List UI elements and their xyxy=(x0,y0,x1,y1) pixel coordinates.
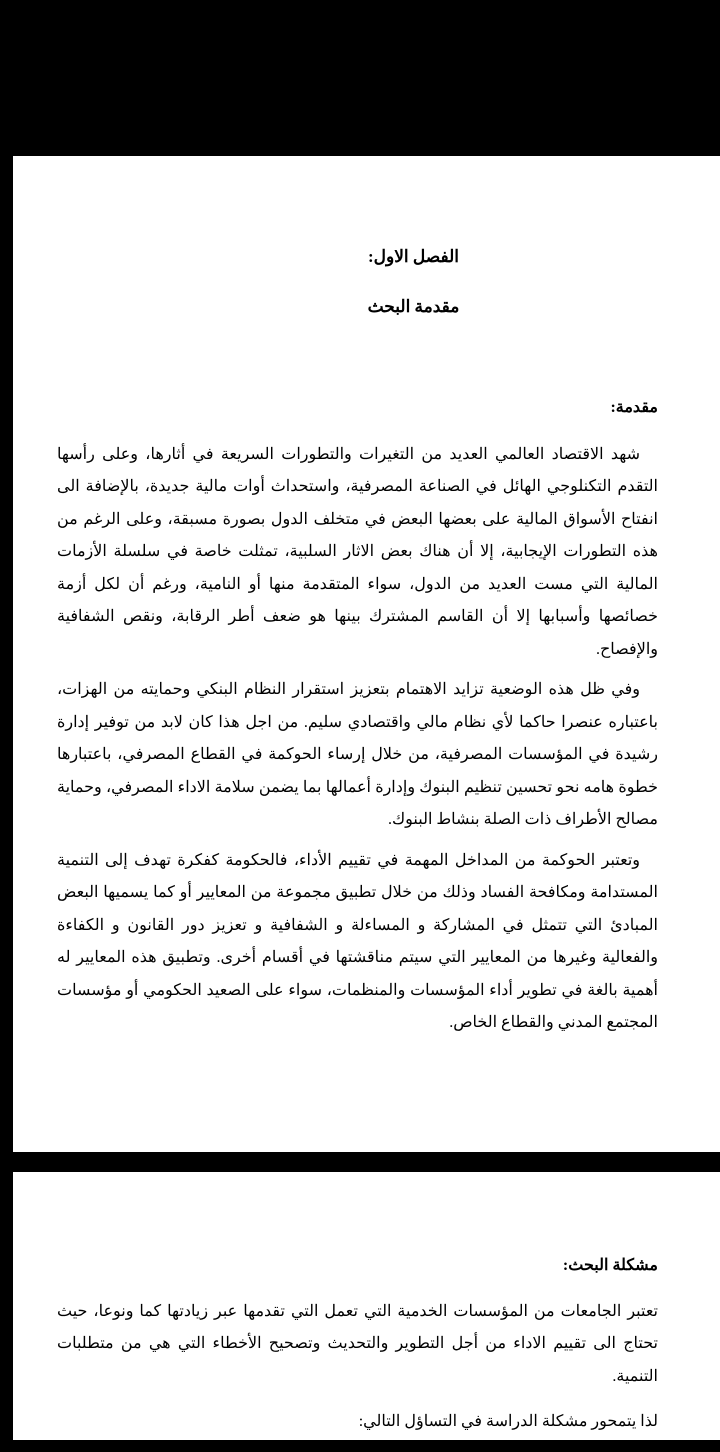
paragraph-4: تعتبر الجامعات من المؤسسات الخدمية التي تعمل التي تقدمها عبر زيادتها كما ونوعا، حيث تحتاج الى تقييم الاداء من أجل التطوير والتحديث وتصحيح الأخطاء التي هي من متطلبات التنمية. xyxy=(57,1302,659,1385)
page-2-text-block xyxy=(57,1250,658,1452)
paragraph-2: وفي ظل هذه الوضعية تزايد الاهتمام بتعزيز استقرار النظام البنكي وحمايته من الهزات، باعتباره عنصرا حاكما لأي نظام مالي واقتصادي سليم. من اجل هذا كان لابد من توفير إدارة رشيدة في المؤسسات المصرفية، من خلال إرساء الحوكمة في القطاع المصرفي، باعتبارها خطوة هامه نحو تحسين تنظيم البنوك وإدارة أعمالها بما يضمن سلامة الاداء المصرفي، وحماية مصالح الأطراف ذات الصلة بنشاط البنوك. xyxy=(57,681,658,828)
section-heading-research-problem: مشكلة البحث: xyxy=(562,1257,658,1274)
chapter-title: الفصل الاول: xyxy=(367,247,459,266)
section-heading-introduction: مقدمة: xyxy=(610,399,658,416)
page-1-text-block xyxy=(57,392,658,1048)
closing-line: لذا يتمحور مشكلة الدراسة في التساؤل التالي: xyxy=(358,1413,658,1430)
document-page-1 xyxy=(13,156,720,1152)
paragraph-3: وتعتبر الحوكمة من المداخل المهمة في تقييم الأداء، فالحكومة كفكرة تهدف إلى التنمية المستدامة ومكافحة الفساد وذلك من خلال تطبيق مجموعة من المعايير أو كما يسميها البعض المبادئ التي تتمثل في المشاركة و المساءلة و الشفافية و تعزيز دور القانون و الكفاءة والفعالية وغيرها من المعايير التي سيتم مناقشتها في أقسام أخرى. وتطبيق هذه المعايير له أهمية بالغة في تطوير أداء المؤسسات والمنظمات، سواء على الصعيد الحكومي أو مؤسسات المجتمع المدني والقطاع الخاص. xyxy=(57,851,658,1031)
document-page-2 xyxy=(13,1172,720,1440)
chapter-subtitle: مقدمة البحث xyxy=(367,297,460,316)
paragraph-1: شهد الاقتصاد العالمي العديد من التغيرات والتطورات السريعة في أثارها، وعلى رأسها التقدم التكنلوجي الهائل في الصناعة المصرفية، واستحداث أوات مالية جديدة، بالإضافة الى انفتاح الأسواق المالية على بعضها البعض في متخلف الدول بصورة مسبقة، وعلى الرغم من هذه التطورات الإيجابية، إلا أن هناك بعض الاثار السلبية، تمثلت خاصة في سلسلة الأزمات المالية التي مست العديد من الدول، سواء المتقدمة منها أو النامية، ورغم أن لكل أزمة خصائصها وأسبابها إلا أن القاسم المشترك بينها هو ضعف أطر الرقابة، ونقص الشفافية والإفصاح. xyxy=(57,445,658,658)
